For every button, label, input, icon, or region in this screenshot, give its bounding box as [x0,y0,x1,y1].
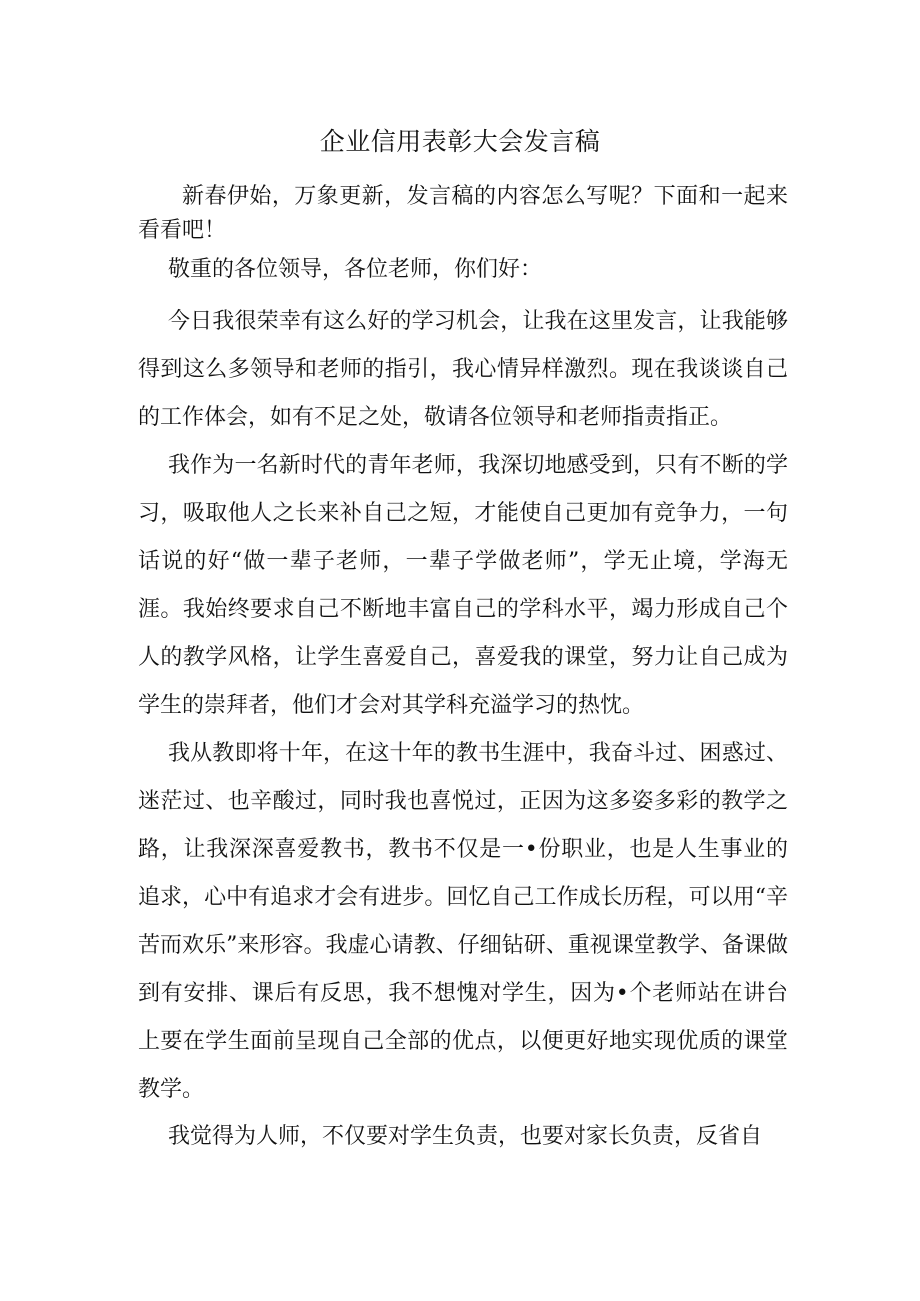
body-paragraph-3: 我从教即将十年，在这十年的教书生涯中，我奋斗过、困惑过、迷茫过、也辛酸过，同时我也喜悦过，正因为这多姿多彩的教学之路，让我深深喜爱教书，教书不仅是一•份职业，也是人生事业的追求，心中有追求才会有进步。回忆自己工作成长历程，可以用“辛苦而欢乐”来形容。我虚心请教、仔细钻研、重视课堂教学、备课做到有安排、课后有反思，我不想愧对学生，因为•个老师站在讲台上要在学生面前呈现自己全部的优点，以便更好地实现优质的课堂教学。 [138,741,788,1102]
document-title: 企业信用表彰大会发言稿 [319,127,601,156]
body-paragraph-1: 今日我很荣幸有这么好的学习机会，让我在这里发言，让我能够得到这么多领导和老师的指引，我心情异样激烈。现在我谈谈自己的工作体会，如有不足之处，敬请各位领导和老师指责指正。 [138,309,788,430]
greeting-line: 敬重的各位领导，各位老师，你们好： [168,257,543,282]
body-paragraph-4: 我觉得为人师，不仅要对学生负责，也要对家长负责，反省自 [168,1124,763,1149]
intro-paragraph: 新春伊始，万象更新，发言稿的内容怎么写呢？下面和一起来看看吧！ [138,184,788,243]
body-paragraph-2: 我作为一名新时代的青年老师，我深切地感受到，只有不断的学习，吸取他人之长来补自己之短，才能使自己更加有竞争力，一句话说的好“做一辈子老师，一辈子学做老师”，学无止境，学海无涯。我始终要求自己不断地丰富自己的学科水平，竭力形成自己个人的教学风格，让学生喜爱自己，喜爱我的课堂，努力让自己成为学生的崇拜者，他们才会对其学科充溢学习的热忱。 [138,453,788,718]
